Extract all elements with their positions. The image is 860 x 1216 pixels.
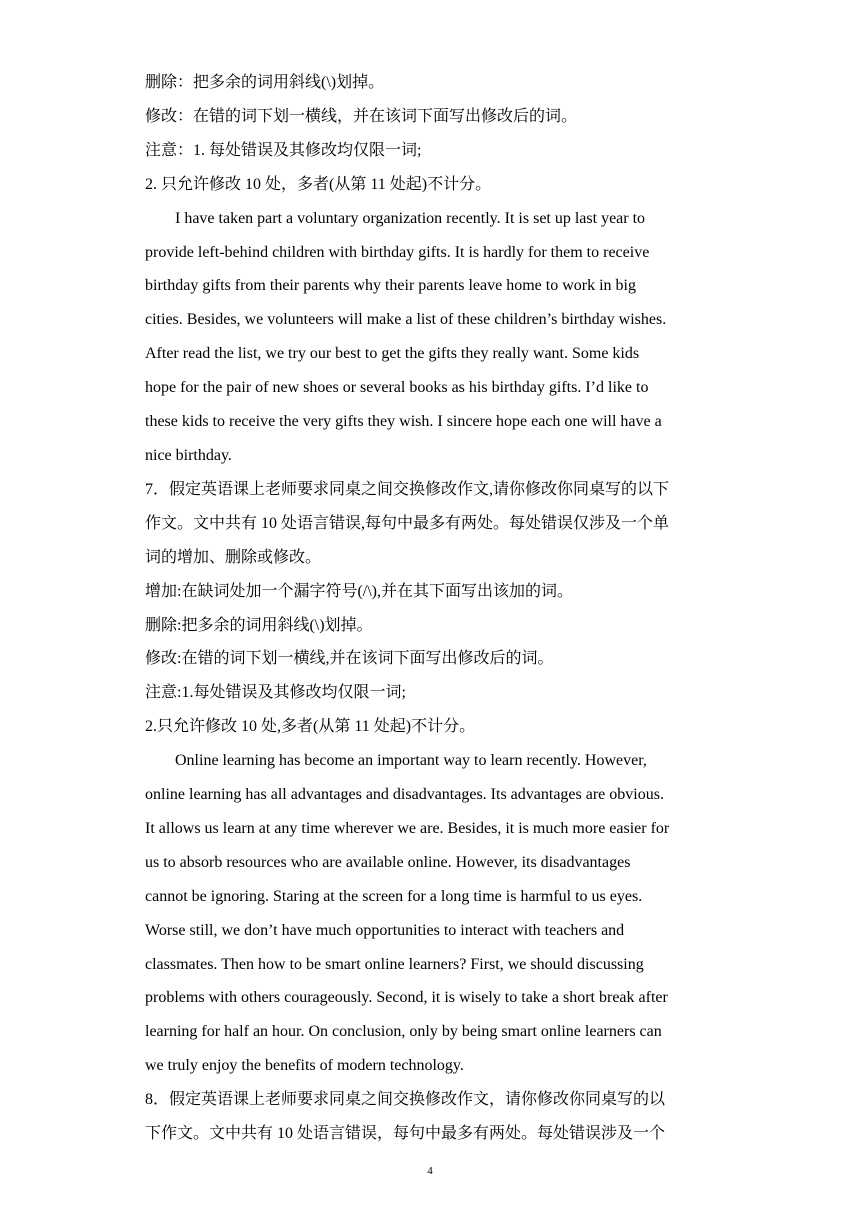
passage-line: us to absorb resources who are available online. However, its disadvantages xyxy=(145,853,631,871)
question-line: 词的增加、删除或修改。 xyxy=(145,548,322,566)
passage-line: hope for the pair of new shoes or several books as his birthday gifts. I’d like to xyxy=(145,379,649,397)
passage-line: Online learning has become an important way to learn recently. However, xyxy=(175,752,647,770)
instruction-line: 删除：把多余的词用斜线(\)划掉。 xyxy=(145,74,385,91)
document-body xyxy=(145,66,715,1151)
question-line: 下作文。文中共有 10 处语言错误，每句中最多有两处。每处错误涉及一个 xyxy=(145,1125,666,1143)
passage-line: cannot be ignoring. Staring at the screen for a long time is harmful to us eyes. xyxy=(145,887,643,905)
passage-line: online learning has all advantages and disadvantages. Its advantages are obvious. xyxy=(145,786,664,804)
page-number: 4 xyxy=(427,1165,433,1177)
instruction-line: 注意：1. 每处错误及其修改均仅限一词; xyxy=(145,141,422,159)
passage-line: we truly enjoy the benefits of modern technology. xyxy=(145,1057,464,1075)
instruction-line: 修改:在错的词下划一横线,并在该词下面写出修改后的词。 xyxy=(145,650,554,668)
question-line: 7．假定英语课上老师要求同桌之间交换修改作文,请你修改你同桌写的以下 xyxy=(145,480,670,498)
instruction-line: 修改：在错的词下划一横线，并在该词下面写出修改后的词。 xyxy=(145,107,578,125)
passage-line: After read the list, we try our best to get the gifts they really want. Some kids xyxy=(145,345,640,363)
question-line: 作文。文中共有 10 处语言错误,每句中最多有两处。每处错误仅涉及一个单 xyxy=(145,514,670,532)
instruction-line: 注意:1.每处错误及其修改均仅限一词; xyxy=(145,684,406,702)
passage-line: cities. Besides, we volunteers will make a list of these children’s birthday wishes. xyxy=(145,311,667,329)
question-line: 8．假定英语课上老师要求同桌之间交换修改作文，请你修改你同桌写的以 xyxy=(145,1091,666,1109)
instruction-line: 2.只允许修改 10 处,多者(从第 11 处起)不计分。 xyxy=(145,718,476,736)
passage-line: nice birthday. xyxy=(145,446,232,464)
passage-line: Worse still, we don’t have much opportunities to interact with teachers and xyxy=(145,921,625,939)
instruction-line: 2. 只允许修改 10 处，多者(从第 11 处起)不计分。 xyxy=(145,175,492,193)
passage-line: classmates. Then how to be smart online learners? First, we should discussing xyxy=(145,955,644,973)
passage-line: It allows us learn at any time wherever we are. Besides, it is much more easier for xyxy=(145,819,670,837)
instruction-line: 增加:在缺词处加一个漏字符号(/\),并在其下面写出该加的词。 xyxy=(145,582,573,600)
passage-line: I have taken part a voluntary organization recently. It is set up last year to xyxy=(175,209,646,227)
passage-line: learning for half an hour. On conclusion, only by being smart online learners can xyxy=(145,1023,662,1041)
passage-line: provide left-behind children with birthday gifts. It is hardly for them to receive xyxy=(145,243,650,261)
passage-line: these kids to receive the very gifts they wish. I sincere hope each one will have a xyxy=(145,413,662,431)
passage-line: problems with others courageously. Second, it is wisely to take a short break after xyxy=(145,989,668,1007)
instruction-line: 删除:把多余的词用斜线(\)划掉。 xyxy=(145,616,373,634)
passage-line: birthday gifts from their parents why their parents leave home to work in big xyxy=(145,277,636,295)
